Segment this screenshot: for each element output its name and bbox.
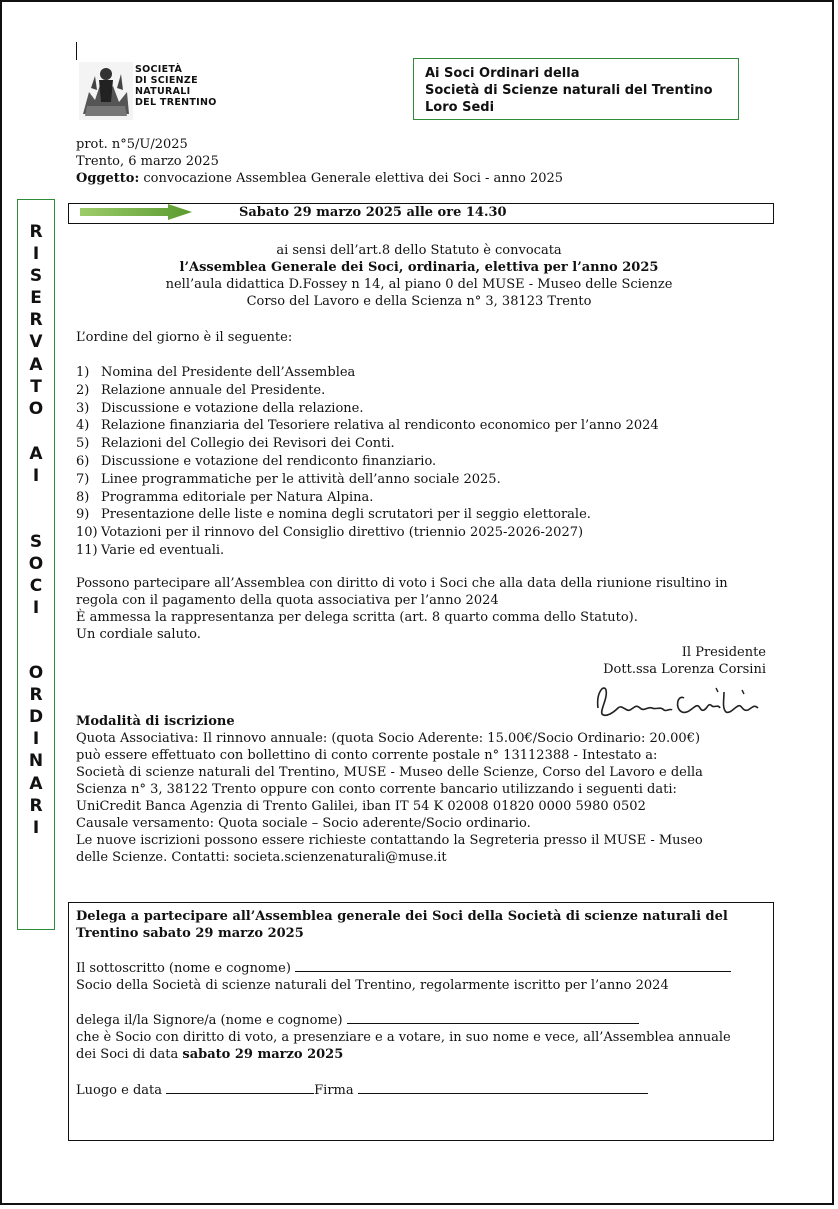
- place-signature-row: [76, 1082, 648, 1099]
- agenda-item-text: Discussione e votazione della relazione.: [101, 400, 364, 416]
- place-date-field[interactable]: [166, 1083, 314, 1094]
- agenda-item-text: Relazione annuale del Presidente.: [101, 382, 326, 398]
- sidebar-letter: C: [29, 576, 43, 596]
- signer-row: [76, 960, 731, 977]
- signature-name: Dott.ssa Lorenza Corsini: [603, 662, 766, 677]
- participation-line-2: regola con il pagamento della quota associativa per l’anno 2024: [76, 593, 499, 608]
- agenda-item-text: Presentazione delle liste e nomina degli scrutatori per il seggio elettorale.: [101, 507, 591, 523]
- agenda-item-text: Votazioni per il rinnovo del Consiglio direttivo (triennio 2025-2026-2027): [101, 525, 584, 541]
- enrollment-line: Scienza n° 3, 38122 Trento oppure con conto corrente bancario utilizzando i seguenti dati:: [76, 782, 677, 797]
- participation-line-1: Possono partecipare all’Assemblea con diritto di voto i Soci che alla data della riunione risultino in: [76, 576, 728, 591]
- agenda-item-number: 3): [76, 400, 90, 416]
- recipient-line-3: Loro Sedi: [425, 100, 495, 115]
- agenda-item-text: Discussione e votazione del rendiconto finanziario.: [101, 453, 437, 469]
- signature-label: Firma: [314, 1083, 354, 1098]
- sidebar-letter: O: [28, 399, 44, 419]
- delegate-desc-line-1: che è Socio con diritto di voto, a presenziare e a votare, in suo nome e vece, all’Assemblea annuale: [76, 1030, 731, 1045]
- convocation-line-4: Corso del Lavoro e della Scienza n° 3, 38123 Trento: [246, 294, 592, 309]
- agenda-item-text: Programma editoriale per Natura Alpina.: [101, 489, 374, 505]
- enrollment-title: Modalità di iscrizione: [76, 714, 235, 729]
- agenda-item-number: 10): [76, 525, 98, 541]
- signature-role: Il Presidente: [681, 645, 766, 660]
- subject-line: [76, 170, 563, 187]
- delegate-desc-prefix: dei Soci di data: [76, 1047, 183, 1062]
- agenda-item-number: 8): [76, 489, 90, 505]
- recipient-line-2: Società di Scienze naturali del Trentino: [425, 83, 713, 98]
- agenda-item-number: 9): [76, 507, 90, 523]
- recipient-line-1: Ai Soci Ordinari della: [425, 66, 580, 81]
- agenda-item: [76, 400, 659, 418]
- convocation-line-1: ai sensi dell’art.8 dello Statuto è convocata: [276, 243, 562, 258]
- agenda-item-number: 5): [76, 436, 90, 452]
- delegate-label: delega il/la Signore/a (nome e cognome): [76, 1013, 343, 1028]
- proxy-title-line-1: Delega a partecipare all’Assemblea generale dei Soci della Società di scienze naturali del: [76, 909, 728, 924]
- agenda-item: [76, 417, 659, 435]
- enrollment-line: Quota Associativa: Il rinnovo annuale: (quota Socio Aderente: 15.00€/Socio Ordinario: 20.00€): [76, 731, 701, 746]
- convocation-line-2: l’Assemblea Generale dei Soci, ordinaria, elettiva per l’anno 2025: [179, 260, 659, 275]
- signature-field[interactable]: [358, 1083, 648, 1094]
- sidebar-letter: V: [29, 332, 43, 352]
- agenda-item: [76, 542, 659, 560]
- sidebar-letter: T: [30, 377, 42, 397]
- agenda-item: [76, 453, 659, 471]
- member-line: Socio della Società di scienze naturali del Trentino, regolarmente iscritto per l’anno 2024: [76, 978, 669, 993]
- sidebar-letter: S: [29, 266, 43, 286]
- sidebar-letter: I: [32, 466, 40, 486]
- agenda-list: [76, 364, 659, 560]
- sidebar-letter: S: [29, 532, 43, 552]
- sidebar-letter: R: [29, 310, 43, 330]
- delegate-name-field[interactable]: [347, 1013, 639, 1024]
- agenda-item-text: Relazioni del Collegio dei Revisori dei Conti.: [101, 436, 395, 452]
- sidebar-letter: R: [29, 796, 43, 816]
- agenda-item-number: 1): [76, 365, 90, 380]
- participation-line-3: È ammessa la rappresentanza per delega scritta (art. 8 quarto comma dello Statuto).: [76, 610, 638, 625]
- enrollment-line: delle Scienze. Contatti: societa.scienzenaturali@muse.it: [76, 850, 447, 865]
- convocation-line-3: nell’aula didattica D.Fossey n 14, al piano 0 del MUSE - Museo delle Scienze: [165, 277, 673, 292]
- sidebar-letter: E: [30, 288, 42, 308]
- agenda-item-text: Relazione finanziaria del Tesoriere relativa al rendiconto economico per l’anno 2024: [101, 418, 659, 434]
- proxy-title-line-2: Trentino sabato 29 marzo 2025: [76, 926, 304, 941]
- agenda-item: [76, 382, 659, 400]
- agenda-item-number: 4): [76, 418, 90, 434]
- sidebar-letter: N: [28, 751, 44, 771]
- enrollment-line: Società di scienze naturali del Trentino, MUSE - Museo delle Scienze, Corso del Lavoro e della: [76, 765, 703, 780]
- text-cursor: [76, 42, 77, 60]
- agenda-item-number: 7): [76, 471, 90, 487]
- sidebar-letter: A: [29, 355, 43, 375]
- agenda-intro: L’ordine del giorno è il seguente:: [76, 330, 293, 345]
- enrollment-line: Le nuove iscrizioni possono essere richieste contattando la Segreteria presso il MUSE - Museo: [76, 833, 703, 848]
- sidebar-letter: I: [32, 818, 40, 838]
- agenda-item-number: 2): [76, 382, 90, 398]
- delegate-desc-line-2: [76, 1046, 343, 1063]
- agenda-item-number: 11): [76, 542, 98, 558]
- enrollment-body: [76, 730, 703, 866]
- sidebar-letter: O: [28, 554, 44, 574]
- sidebar-letter: A: [29, 444, 43, 464]
- sidebar-letter: R: [29, 222, 43, 242]
- agenda-item: [76, 524, 659, 542]
- agenda-item-text: Linee programmatiche per le attività dell’anno sociale 2025.: [101, 471, 501, 487]
- enrollment-line: Causale versamento: Quota sociale – Socio aderente/Socio ordinario.: [76, 816, 531, 831]
- sidebar-letter: I: [32, 244, 40, 264]
- society-logo: [79, 62, 217, 122]
- signer-name-field[interactable]: [295, 961, 731, 972]
- participation-line-4: Un cordiale saluto.: [76, 627, 201, 642]
- sidebar-letter: R: [29, 685, 43, 705]
- recipient-box: [413, 58, 739, 120]
- sidebar-letter: I: [32, 598, 40, 618]
- agenda-item-text: Nomina del Presidente dell’Assemblea: [101, 365, 356, 380]
- naturalist-illustration-icon: [79, 62, 133, 120]
- agenda-item-text: Varie ed eventuali.: [101, 542, 225, 558]
- agenda-item: [76, 435, 659, 453]
- enrollment-line: può essere effettuato con bollettino di conto corrente postale n° 13112388 - Intestato a:: [76, 748, 658, 763]
- agenda-item: [76, 489, 659, 507]
- enrollment-line: UniCredit Banca Agenzia di Trento Galilei, iban IT 54 K 02008 01820 0000 5980 0502: [76, 799, 646, 814]
- agenda-item-number: 6): [76, 453, 90, 469]
- sidebar-letter: D: [28, 707, 44, 727]
- agenda-item: [76, 364, 659, 382]
- sidebar-letter: A: [29, 774, 43, 794]
- sidebar-letter: I: [32, 729, 40, 749]
- subject-label: Oggetto:: [76, 171, 140, 186]
- agenda-item: [76, 471, 659, 489]
- delegate-desc-date: sabato 29 marzo 2025: [182, 1047, 344, 1062]
- date-banner-text: Sabato 29 marzo 2025 alle ore 14.30: [239, 205, 507, 220]
- subject-text: convocazione Assemblea Generale elettiva dei Soci - anno 2025: [139, 171, 564, 186]
- arrow-right-icon: [80, 204, 192, 220]
- place-date-label: Luogo e data: [76, 1083, 162, 1098]
- place-date: Trento, 6 marzo 2025: [76, 154, 219, 169]
- proxy-form: [68, 902, 774, 1141]
- delegate-row: [76, 1012, 639, 1029]
- protocol-number: prot. n°5/U/2025: [76, 137, 188, 152]
- agenda-item: [76, 506, 659, 524]
- handwritten-signature-icon: [592, 678, 768, 722]
- signer-label: Il sottoscritto (nome e cognome): [76, 961, 291, 976]
- sidebar-letter: O: [28, 663, 44, 683]
- logo-text: SOCIETÀ DI SCIENZE NATURALI DEL TRENTINO: [135, 64, 217, 108]
